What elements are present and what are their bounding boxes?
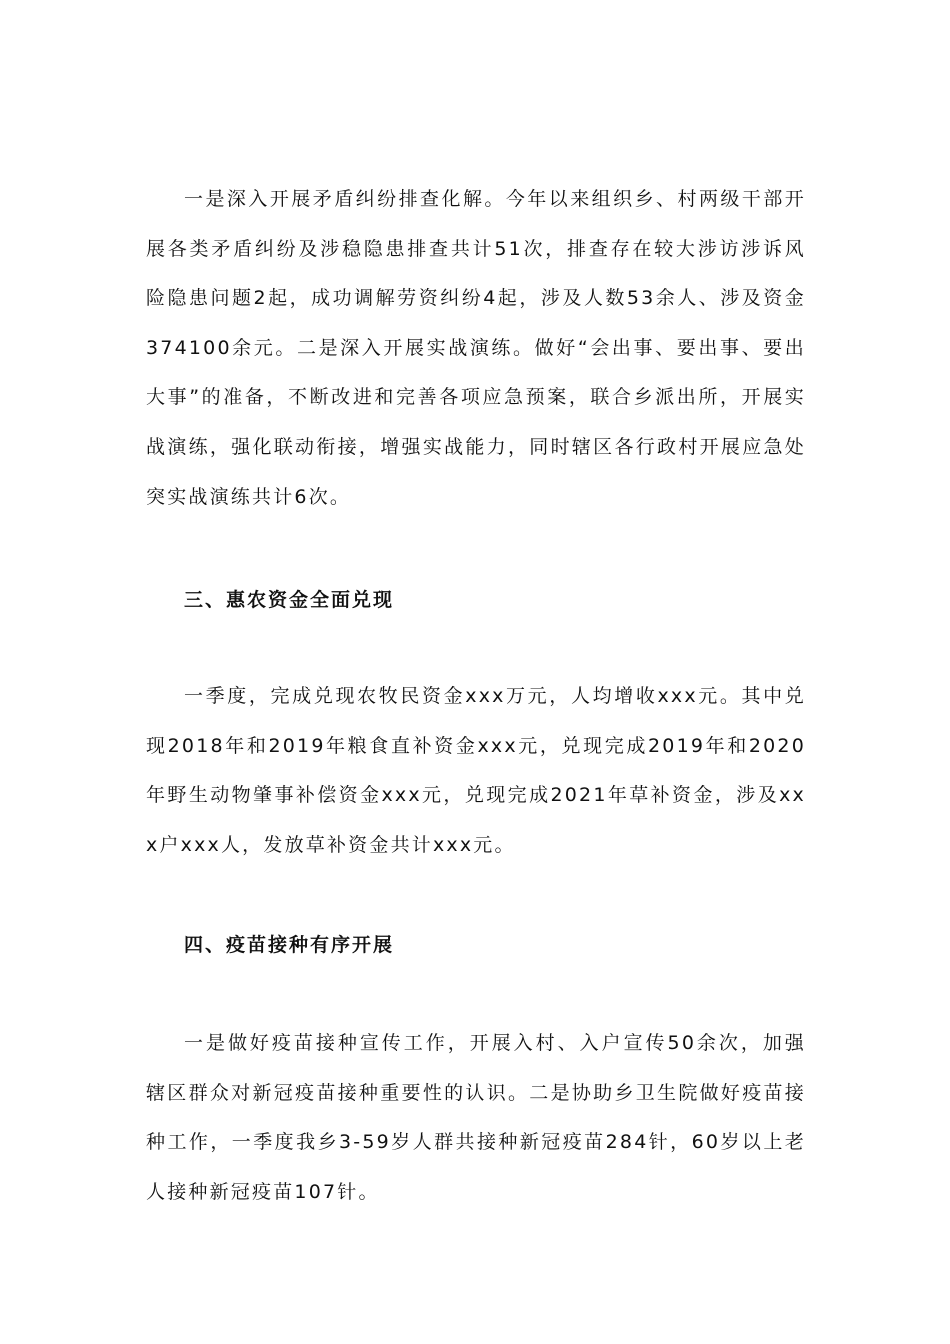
paragraph-vaccination	[146, 1019, 806, 1217]
paragraph-text: 一季度，完成兑现农牧民资金xxx万元，人均增收xxx元。其中兑现2018年和2019年粮食直补资金xxx元，兑现完成2019年和2020年野生动物肇事补偿资金xxx元，兑现完成2021年草补资金，涉及xxx户xxx人，发放草补资金共计xxx元。	[146, 685, 806, 856]
paragraph-text: 一是深入开展矛盾纠纷排查化解。今年以来组织乡、村两级干部开展各类矛盾纠纷及涉稳隐患排查共计51次，排查存在较大涉访涉诉风险隐患问题2起，成功调解劳资纠纷4起，涉及人数53余人、涉及资金374100余元。二是深入开展实战演练。做好“会出事、要出事、要出大事”的准备，不断改进和完善各项应急预案，联合乡派出所，开展实战演练，强化联动衔接，增强实战能力，同时辖区各行政村开展应急处突实战演练共计6次。	[146, 188, 806, 508]
paragraph-dispute-resolution	[146, 175, 806, 522]
section-heading-vaccination: 四、疫苗接种有序开展	[184, 934, 395, 956]
paragraph-text: 一是做好疫苗接种宣传工作，开展入村、入户宣传50余次，加强辖区群众对新冠疫苗接种重要性的认识。二是协助乡卫生院做好疫苗接种工作，一季度我乡3-59岁人群共接种新冠疫苗284针，60岁以上老人接种新冠疫苗107针。	[146, 1032, 806, 1203]
paragraph-funds	[146, 672, 806, 870]
section-heading-funds: 三、惠农资金全面兑现	[184, 589, 395, 611]
